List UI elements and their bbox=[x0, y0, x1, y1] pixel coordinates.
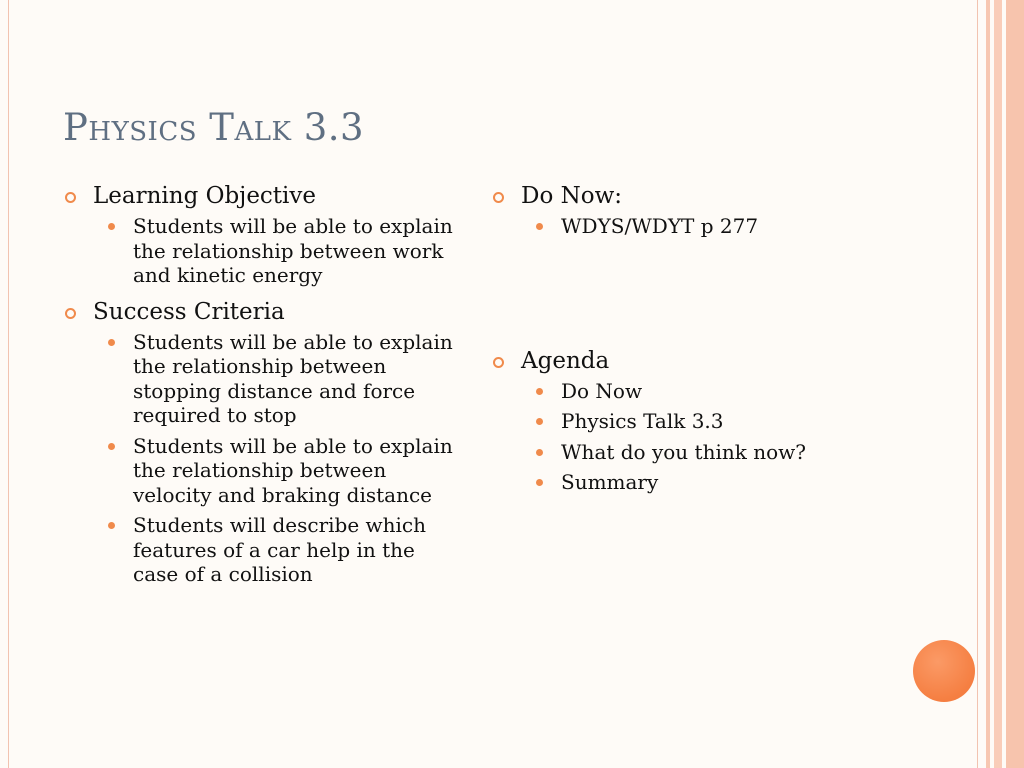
spacer bbox=[521, 245, 871, 337]
success-criteria-section bbox=[63, 298, 463, 587]
decorative-stripes bbox=[978, 0, 1024, 768]
agenda-section bbox=[491, 347, 871, 495]
agenda-item: Do Now bbox=[521, 379, 871, 404]
learning-objective-item: Students will be able to explain the relationship between work and kinetic energy bbox=[93, 214, 463, 288]
do-now-heading: Do Now: bbox=[521, 183, 623, 209]
agenda-heading: Agenda bbox=[521, 347, 610, 374]
learning-objective-section bbox=[63, 182, 463, 288]
right-column bbox=[491, 182, 871, 501]
learning-objective-heading: Learning Objective bbox=[93, 183, 317, 209]
agenda-item: What do you think now? bbox=[521, 440, 871, 465]
success-criteria-item: Students will be able to explain the relationship between velocity and braking distance bbox=[93, 434, 463, 508]
decorative-orange-circle bbox=[913, 640, 975, 702]
success-criteria-heading: Success Criteria bbox=[93, 298, 285, 325]
slide-title: Physics Talk 3.3 bbox=[63, 106, 365, 149]
left-column bbox=[63, 182, 463, 593]
do-now-item: WDYS/WDYT p 277 bbox=[521, 214, 871, 239]
agenda-item: Summary bbox=[521, 470, 871, 495]
success-criteria-item: Students will be able to explain the relationship between stopping distance and force required to stop bbox=[93, 330, 463, 428]
success-criteria-item: Students will describe which features of a car help in the case of a collision bbox=[93, 513, 463, 587]
do-now-section bbox=[491, 182, 871, 337]
agenda-item: Physics Talk 3.3 bbox=[521, 409, 871, 434]
